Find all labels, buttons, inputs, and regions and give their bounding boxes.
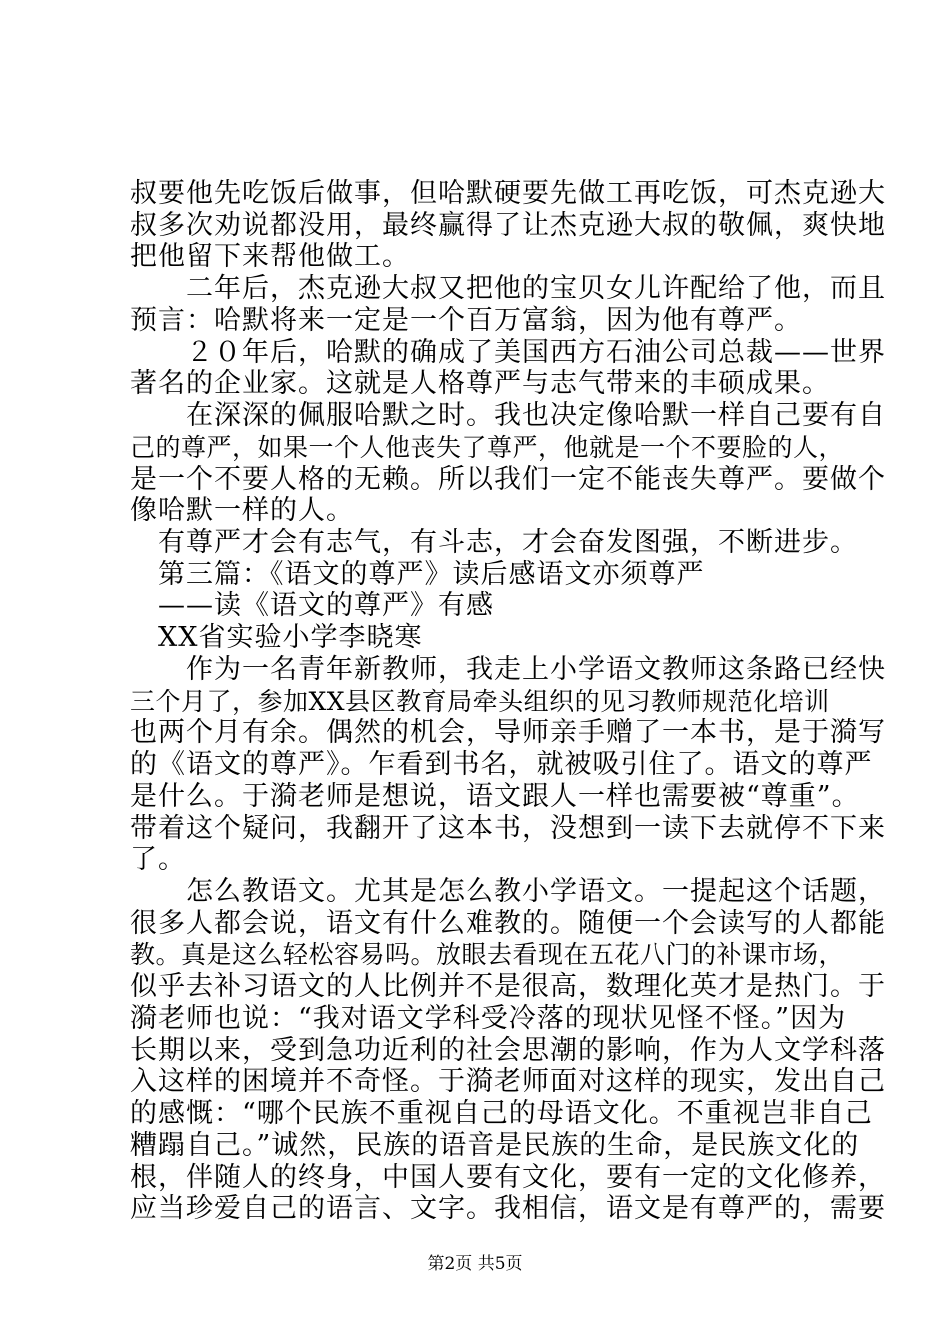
text-line: 根，伴随人的终身，中国人要有文化，要有一定的文化修养， <box>130 1162 886 1193</box>
text-line: 叔多次劝说都没用，最终赢得了让杰克逊大叔的敬佩，爽快地 <box>130 210 886 241</box>
text-line: 叔要他先吃饭后做事，但哈默硬要先做工再吃饭，可杰克逊大 <box>130 178 886 209</box>
text-line: 在深深的佩服哈默之时。我也决定像哈默一样自己要有自 <box>130 400 886 431</box>
text-line: 己的尊严，如果一个人他丧失了尊严，他就是一个不要脸的人， <box>130 433 845 462</box>
text-line: 似乎去补习语文的人比例并不是很高，数理化英才是热门。于 <box>130 971 886 1002</box>
text-line: 很多人都会说，语文有什么难教的。随便一个会读写的人都能 <box>130 908 886 939</box>
section-subheading: ——读《语文的尊严》有感 <box>130 590 494 621</box>
text-line: 糟蹋自己。”诚然，民族的语音是民族的生命，是民族文化的 <box>130 1130 860 1161</box>
text-line: ２０年后，哈默的确成了美国西方石油公司总裁——世界 <box>130 337 886 368</box>
text-line: 有尊严才会有志气，有斗志，才会奋发图强，不断进步。 <box>130 527 858 558</box>
text-line: 了。 <box>130 844 186 875</box>
text-line: 著名的企业家。这就是人格尊严与志气带来的丰硕成果。 <box>130 368 830 399</box>
author-line: XX省实验小学李晓寒 <box>130 622 423 653</box>
text-line: 长期以来，受到急功近利的社会思潮的影响，作为人文学科落 <box>130 1035 886 1066</box>
text-line: 像哈默一样的人。 <box>130 495 354 526</box>
text-line: 的感慨：“哪个民族不重视自己的母语文化。不重视岂非自己 <box>130 1098 873 1129</box>
text-line: 预言：哈默将来一定是一个百万富翁，因为他有尊严。 <box>130 305 802 336</box>
text-line: 入这样的困境并不奇怪。于漪老师面对这样的现实，发出自己 <box>130 1066 886 1097</box>
text-line: 也两个月有余。偶然的机会，导师亲手赠了一本书，是于漪写 <box>130 717 886 748</box>
text-line: 漪老师也说：“我对语文学科受冷落的现状见怪不怪。”因为 <box>130 1003 847 1034</box>
text-line: 作为一名青年新教师，我走上小学语文教师这条路已经快 <box>130 654 886 685</box>
section-heading: 第三篇：《语文的尊严》读后感语文亦须尊严 <box>130 559 705 590</box>
text-line: 应当珍爱自己的语言、文字。我相信，语文是有尊严的，需要 <box>130 1193 886 1224</box>
text-line: 是一个不要人格的无赖。所以我们一定不能丧失尊严。要做个 <box>130 464 886 495</box>
text-line: 二年后，杰克逊大叔又把他的宝贝女儿许配给了他，而且 <box>130 273 886 304</box>
text-line: 三个月了，参加XX县区教育局牵头组织的见习教师规范化培训 <box>130 687 830 716</box>
page-footer: 第2页 共5页 <box>427 1254 523 1274</box>
text-line: 的《语文的尊严》。乍看到书名，就被吸引住了。语文的尊严 <box>130 749 873 780</box>
text-line: 是什么。于漪老师是想说，语文跟人一样也需要被“尊重”。 <box>130 781 860 812</box>
text-line: 把他留下来帮他做工。 <box>130 241 410 272</box>
text-line: 教。真是这么轻松容易吗。放眼去看现在五花八门的补课市场， <box>130 940 845 969</box>
text-line: 带着这个疑问，我翻开了这本书，没想到一读下去就停不下来 <box>130 813 886 844</box>
text-line: 怎么教语文。尤其是怎么教小学语文。一提起这个话题， <box>130 876 886 907</box>
